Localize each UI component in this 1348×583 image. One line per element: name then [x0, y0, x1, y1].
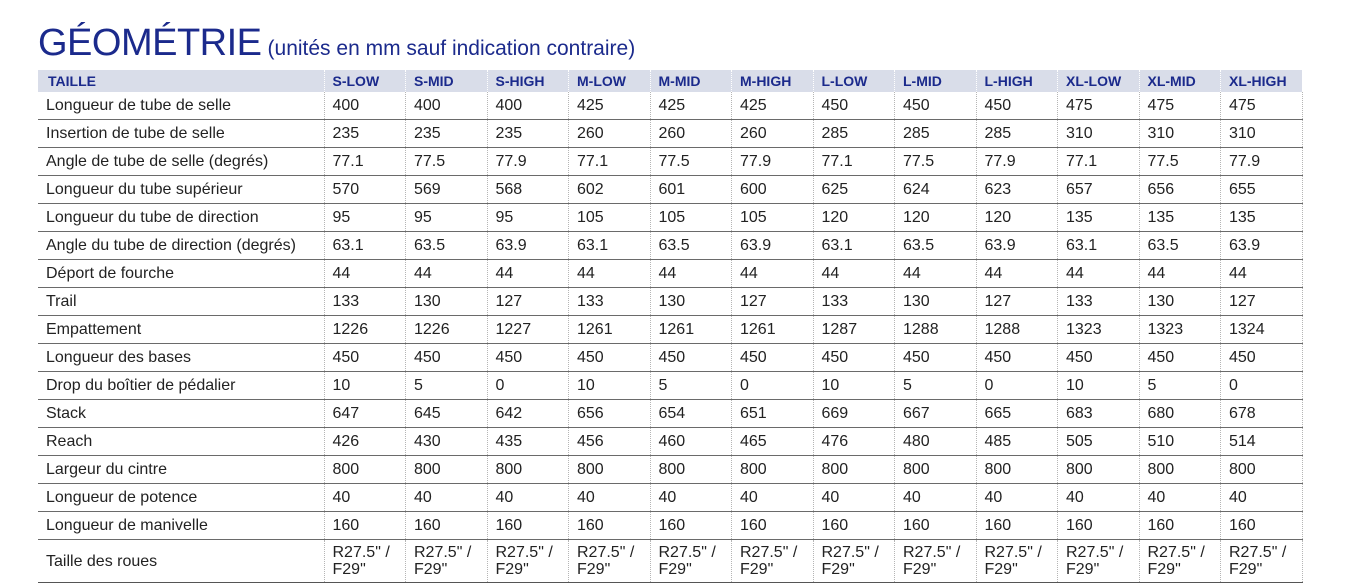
table-cell: 0	[732, 372, 814, 400]
table-cell: 44	[813, 260, 895, 288]
table-cell: 44	[487, 260, 569, 288]
table-cell: 160	[732, 512, 814, 540]
table-cell: 435	[487, 428, 569, 456]
table-cell: 63.9	[1221, 232, 1303, 260]
row-label: Drop du boîtier de pédalier	[38, 372, 324, 400]
table-cell: 160	[976, 512, 1058, 540]
table-cell: 656	[1139, 176, 1221, 204]
table-cell: 0	[1221, 372, 1303, 400]
table-cell: 450	[976, 344, 1058, 372]
table-cell: 77.9	[732, 148, 814, 176]
table-header	[38, 70, 1302, 92]
table-cell: 40	[1221, 484, 1303, 512]
table-cell: 260	[650, 120, 732, 148]
table-cell: 0	[976, 372, 1058, 400]
table-cell: 63.9	[976, 232, 1058, 260]
table-cell: 285	[813, 120, 895, 148]
table-row	[38, 484, 1302, 512]
table-cell: 657	[1058, 176, 1140, 204]
table-cell: 0	[487, 372, 569, 400]
table-cell: 450	[650, 344, 732, 372]
table-cell: 10	[324, 372, 406, 400]
table-cell: 77.5	[406, 148, 488, 176]
table-row	[38, 372, 1302, 400]
column-header: S-LOW	[324, 70, 406, 92]
table-cell: 44	[732, 260, 814, 288]
table-cell: 625	[813, 176, 895, 204]
table-cell: 10	[813, 372, 895, 400]
geometry-section	[38, 22, 1302, 583]
column-header: M-HIGH	[732, 70, 814, 92]
table-cell: 1261	[732, 316, 814, 344]
table-cell: 44	[976, 260, 1058, 288]
table-cell: 5	[650, 372, 732, 400]
table-cell: 1261	[569, 316, 651, 344]
table-cell: 63.5	[650, 232, 732, 260]
table-row	[38, 540, 1302, 583]
table-cell: 285	[895, 120, 977, 148]
table-cell: 683	[1058, 400, 1140, 428]
table-cell: 475	[1058, 92, 1140, 120]
column-header: XL-MID	[1139, 70, 1221, 92]
table-row	[38, 512, 1302, 540]
table-body	[38, 92, 1302, 583]
table-cell: R27.5" / F29"	[650, 540, 732, 583]
row-label: Longueur de tube de selle	[38, 92, 324, 120]
table-cell: 95	[487, 204, 569, 232]
table-cell: 77.9	[1221, 148, 1303, 176]
table-cell: 40	[976, 484, 1058, 512]
table-cell: 127	[1221, 288, 1303, 316]
column-header: S-HIGH	[487, 70, 569, 92]
table-cell: 602	[569, 176, 651, 204]
row-label: Angle du tube de direction (degrés)	[38, 232, 324, 260]
table-cell: 40	[895, 484, 977, 512]
table-cell: 1323	[1139, 316, 1221, 344]
row-label: Stack	[38, 400, 324, 428]
row-label: Empattement	[38, 316, 324, 344]
row-label: Insertion de tube de selle	[38, 120, 324, 148]
table-cell: 160	[813, 512, 895, 540]
table-cell: 133	[813, 288, 895, 316]
table-cell: 77.5	[650, 148, 732, 176]
table-cell: 1288	[895, 316, 977, 344]
row-label: Longueur du tube supérieur	[38, 176, 324, 204]
table-cell: 425	[569, 92, 651, 120]
table-cell: 645	[406, 400, 488, 428]
row-label: Trail	[38, 288, 324, 316]
row-label: Longueur de potence	[38, 484, 324, 512]
table-cell: 44	[1221, 260, 1303, 288]
page-title: GÉOMÉTRIE	[38, 22, 262, 64]
table-cell: 510	[1139, 428, 1221, 456]
table-cell: 133	[1058, 288, 1140, 316]
table-cell: R27.5" / F29"	[1139, 540, 1221, 583]
column-header: M-MID	[650, 70, 732, 92]
table-cell: 1323	[1058, 316, 1140, 344]
table-cell: 425	[732, 92, 814, 120]
table-cell: 5	[1139, 372, 1221, 400]
table-cell: 5	[895, 372, 977, 400]
table-cell: 77.1	[569, 148, 651, 176]
table-cell: 678	[1221, 400, 1303, 428]
row-label: Reach	[38, 428, 324, 456]
table-cell: 642	[487, 400, 569, 428]
table-cell: 160	[487, 512, 569, 540]
table-cell: 160	[324, 512, 406, 540]
table-cell: 40	[1058, 484, 1140, 512]
table-cell: 310	[1139, 120, 1221, 148]
table-cell: 680	[1139, 400, 1221, 428]
row-label: Angle de tube de selle (degrés)	[38, 148, 324, 176]
table-cell: 450	[732, 344, 814, 372]
table-cell: 44	[406, 260, 488, 288]
table-row	[38, 176, 1302, 204]
column-header: L-LOW	[813, 70, 895, 92]
table-cell: R27.5" / F29"	[487, 540, 569, 583]
table-cell: 120	[813, 204, 895, 232]
table-cell: 160	[1139, 512, 1221, 540]
table-cell: 44	[1058, 260, 1140, 288]
table-cell: 40	[650, 484, 732, 512]
table-cell: 105	[569, 204, 651, 232]
header-row	[38, 70, 1302, 92]
table-cell: 44	[650, 260, 732, 288]
table-cell: 285	[976, 120, 1058, 148]
column-header: L-HIGH	[976, 70, 1058, 92]
table-cell: 1288	[976, 316, 1058, 344]
table-cell: 63.5	[895, 232, 977, 260]
table-row	[38, 344, 1302, 372]
table-cell: 569	[406, 176, 488, 204]
table-cell: 10	[1058, 372, 1140, 400]
table-cell: 44	[569, 260, 651, 288]
table-cell: 505	[1058, 428, 1140, 456]
table-cell: 475	[1221, 92, 1303, 120]
table-cell: 77.5	[1139, 148, 1221, 176]
table-cell: 77.1	[813, 148, 895, 176]
table-cell: 235	[324, 120, 406, 148]
table-cell: 235	[406, 120, 488, 148]
table-cell: 450	[569, 344, 651, 372]
table-cell: 1226	[406, 316, 488, 344]
table-cell: 10	[569, 372, 651, 400]
table-cell: 63.1	[324, 232, 406, 260]
table-cell: 800	[1139, 456, 1221, 484]
table-cell: 160	[406, 512, 488, 540]
table-cell: R27.5" / F29"	[569, 540, 651, 583]
table-cell: 400	[406, 92, 488, 120]
table-cell: 570	[324, 176, 406, 204]
table-cell: 800	[1058, 456, 1140, 484]
table-cell: 235	[487, 120, 569, 148]
table-cell: 800	[895, 456, 977, 484]
table-cell: 130	[650, 288, 732, 316]
table-cell: 669	[813, 400, 895, 428]
table-cell: 63.1	[1058, 232, 1140, 260]
table-cell: 647	[324, 400, 406, 428]
table-cell: R27.5" / F29"	[1221, 540, 1303, 583]
table-cell: 456	[569, 428, 651, 456]
table-cell: 133	[569, 288, 651, 316]
geometry-table	[38, 70, 1303, 583]
table-row	[38, 148, 1302, 176]
table-cell: 44	[1139, 260, 1221, 288]
table-cell: 400	[487, 92, 569, 120]
table-cell: 450	[1058, 344, 1140, 372]
table-cell: R27.5" / F29"	[813, 540, 895, 583]
table-cell: 460	[650, 428, 732, 456]
table-row	[38, 400, 1302, 428]
column-header: L-MID	[895, 70, 977, 92]
table-cell: 160	[895, 512, 977, 540]
table-cell: 426	[324, 428, 406, 456]
table-cell: 127	[976, 288, 1058, 316]
table-cell: 800	[406, 456, 488, 484]
table-cell: 127	[732, 288, 814, 316]
table-cell: 130	[1139, 288, 1221, 316]
table-cell: 800	[1221, 456, 1303, 484]
table-cell: 105	[650, 204, 732, 232]
table-cell: 800	[487, 456, 569, 484]
table-cell: 623	[976, 176, 1058, 204]
table-cell: 800	[976, 456, 1058, 484]
table-cell: 135	[1058, 204, 1140, 232]
table-cell: 5	[406, 372, 488, 400]
table-cell: 160	[1058, 512, 1140, 540]
table-cell: 310	[1221, 120, 1303, 148]
table-cell: 450	[813, 92, 895, 120]
row-label: Taille des roues	[38, 540, 324, 583]
table-cell: 656	[569, 400, 651, 428]
table-cell: 800	[813, 456, 895, 484]
column-header: XL-LOW	[1058, 70, 1140, 92]
column-header: XL-HIGH	[1221, 70, 1303, 92]
table-cell: 77.1	[1058, 148, 1140, 176]
table-cell: 450	[487, 344, 569, 372]
table-row	[38, 316, 1302, 344]
table-cell: R27.5" / F29"	[324, 540, 406, 583]
table-cell: 40	[324, 484, 406, 512]
table-cell: 127	[487, 288, 569, 316]
table-cell: 63.9	[487, 232, 569, 260]
table-cell: 1226	[324, 316, 406, 344]
table-cell: 160	[569, 512, 651, 540]
table-cell: 485	[976, 428, 1058, 456]
table-cell: 40	[406, 484, 488, 512]
table-cell: R27.5" / F29"	[1058, 540, 1140, 583]
table-cell: 105	[732, 204, 814, 232]
table-cell: R27.5" / F29"	[976, 540, 1058, 583]
page-subtitle: (unités en mm sauf indication contraire)	[267, 37, 636, 60]
table-cell: 40	[1139, 484, 1221, 512]
table-cell: 400	[324, 92, 406, 120]
table-cell: 651	[732, 400, 814, 428]
table-cell: 130	[406, 288, 488, 316]
table-cell: 514	[1221, 428, 1303, 456]
table-cell: 63.9	[732, 232, 814, 260]
row-label: Largeur du cintre	[38, 456, 324, 484]
table-cell: 800	[569, 456, 651, 484]
table-cell: 465	[732, 428, 814, 456]
table-cell: 800	[324, 456, 406, 484]
table-cell: 130	[895, 288, 977, 316]
table-cell: 476	[813, 428, 895, 456]
table-cell: 1261	[650, 316, 732, 344]
table-row	[38, 456, 1302, 484]
table-cell: 601	[650, 176, 732, 204]
row-label: Longueur des bases	[38, 344, 324, 372]
table-cell: 77.9	[487, 148, 569, 176]
table-cell: 450	[895, 92, 977, 120]
table-cell: 475	[1139, 92, 1221, 120]
table-cell: R27.5" / F29"	[732, 540, 814, 583]
table-cell: 135	[1139, 204, 1221, 232]
table-cell: 800	[650, 456, 732, 484]
table-cell: 1287	[813, 316, 895, 344]
table-row	[38, 232, 1302, 260]
table-cell: 450	[976, 92, 1058, 120]
table-cell: 450	[1221, 344, 1303, 372]
table-cell: 120	[976, 204, 1058, 232]
table-cell: 450	[1139, 344, 1221, 372]
table-cell: 800	[732, 456, 814, 484]
table-row	[38, 428, 1302, 456]
row-label: Déport de fourche	[38, 260, 324, 288]
table-cell: 450	[324, 344, 406, 372]
column-header-size: TAILLE	[38, 70, 324, 92]
table-cell: 655	[1221, 176, 1303, 204]
table-cell: 77.1	[324, 148, 406, 176]
table-row	[38, 120, 1302, 148]
row-label: Longueur du tube de direction	[38, 204, 324, 232]
table-cell: 310	[1058, 120, 1140, 148]
table-cell: 160	[650, 512, 732, 540]
table-cell: 63.5	[1139, 232, 1221, 260]
table-cell: 120	[895, 204, 977, 232]
table-row	[38, 260, 1302, 288]
table-cell: 44	[895, 260, 977, 288]
table-cell: 95	[324, 204, 406, 232]
table-cell: 480	[895, 428, 977, 456]
table-cell: 63.5	[406, 232, 488, 260]
table-cell: 160	[1221, 512, 1303, 540]
table-cell: 133	[324, 288, 406, 316]
table-cell: 624	[895, 176, 977, 204]
column-header: S-MID	[406, 70, 488, 92]
table-row	[38, 204, 1302, 232]
table-cell: 77.5	[895, 148, 977, 176]
table-cell: 425	[650, 92, 732, 120]
table-cell: 450	[813, 344, 895, 372]
table-cell: 1227	[487, 316, 569, 344]
table-cell: 260	[732, 120, 814, 148]
table-cell: 654	[650, 400, 732, 428]
table-cell: 260	[569, 120, 651, 148]
table-cell: R27.5" / F29"	[895, 540, 977, 583]
table-cell: 600	[732, 176, 814, 204]
title-row	[38, 22, 1302, 70]
table-cell: 667	[895, 400, 977, 428]
table-cell: 135	[1221, 204, 1303, 232]
table-cell: 95	[406, 204, 488, 232]
table-cell: 40	[732, 484, 814, 512]
table-cell: 1324	[1221, 316, 1303, 344]
table-cell: 450	[406, 344, 488, 372]
table-cell: 430	[406, 428, 488, 456]
table-cell: 568	[487, 176, 569, 204]
table-cell: 40	[813, 484, 895, 512]
column-header: M-LOW	[569, 70, 651, 92]
table-cell: 40	[569, 484, 651, 512]
table-cell: 63.1	[569, 232, 651, 260]
table-cell: R27.5" / F29"	[406, 540, 488, 583]
table-cell: 40	[487, 484, 569, 512]
table-cell: 77.9	[976, 148, 1058, 176]
row-label: Longueur de manivelle	[38, 512, 324, 540]
table-cell: 665	[976, 400, 1058, 428]
table-row	[38, 92, 1302, 120]
table-cell: 44	[324, 260, 406, 288]
table-cell: 450	[895, 344, 977, 372]
table-cell: 63.1	[813, 232, 895, 260]
table-row	[38, 288, 1302, 316]
